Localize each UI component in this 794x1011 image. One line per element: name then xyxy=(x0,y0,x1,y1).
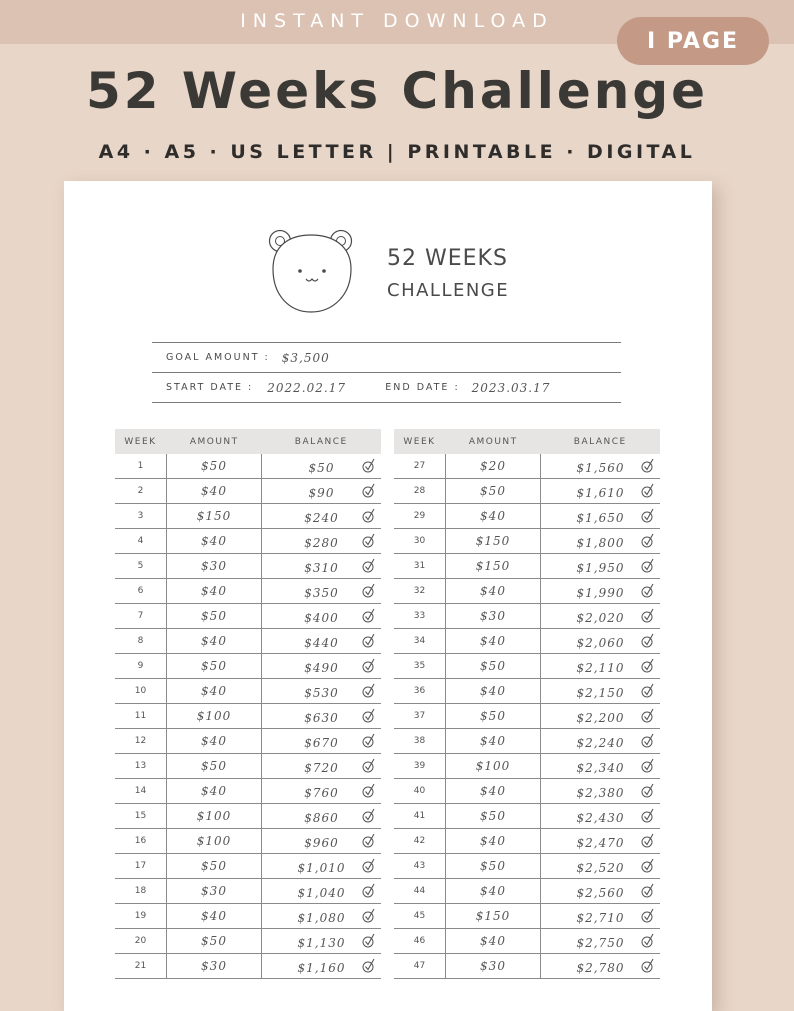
balance-value: $2,060 xyxy=(576,635,625,650)
week-number: 20 xyxy=(115,929,167,954)
week-number: 8 xyxy=(115,629,167,654)
amount-cell[interactable]: $30 xyxy=(167,954,262,979)
table-row xyxy=(115,854,381,879)
week-number: 16 xyxy=(115,829,167,854)
table-row xyxy=(115,654,381,679)
week-number: 29 xyxy=(394,504,446,529)
amount-cell[interactable]: $150 xyxy=(446,554,541,579)
amount-cell[interactable]: $40 xyxy=(167,679,262,704)
amount-cell[interactable]: $50 xyxy=(446,654,541,679)
balance-value: $670 xyxy=(304,735,339,750)
checkmark-icon[interactable] xyxy=(641,533,655,553)
balance-cell[interactable] xyxy=(262,729,382,754)
week-number: 15 xyxy=(115,804,167,829)
week-number: 19 xyxy=(115,904,167,929)
week-number: 39 xyxy=(394,754,446,779)
week-number: 4 xyxy=(115,529,167,554)
week-number: 5 xyxy=(115,554,167,579)
week-number: 2 xyxy=(115,479,167,504)
week-number: 17 xyxy=(115,854,167,879)
checkmark-icon[interactable] xyxy=(362,833,376,853)
amount-cell[interactable]: $50 xyxy=(167,754,262,779)
week-number: 14 xyxy=(115,779,167,804)
amount-cell[interactable]: $30 xyxy=(446,604,541,629)
balance-cell[interactable] xyxy=(262,779,382,804)
checkmark-icon[interactable] xyxy=(362,583,376,603)
table-row xyxy=(394,704,660,729)
checkmark-icon[interactable] xyxy=(641,658,655,678)
balance-value: $2,520 xyxy=(576,860,625,875)
checkmark-icon[interactable] xyxy=(641,908,655,928)
balance-cell[interactable] xyxy=(541,729,661,754)
checkmark-icon[interactable] xyxy=(362,883,376,903)
amount-cell[interactable]: $40 xyxy=(446,829,541,854)
checkmark-icon[interactable] xyxy=(641,458,655,478)
balance-value: $2,240 xyxy=(576,735,625,750)
amount-cell[interactable]: $40 xyxy=(446,679,541,704)
table-row xyxy=(394,879,660,904)
format-list: A4 · A5 · US LETTER | PRINTABLE · DIGITAL xyxy=(98,141,696,163)
week-number: 21 xyxy=(115,954,167,979)
balance-value: $2,430 xyxy=(576,810,625,825)
amount-cell[interactable]: $30 xyxy=(167,554,262,579)
checkmark-icon[interactable] xyxy=(641,783,655,803)
table-row xyxy=(115,504,381,529)
checkmark-icon[interactable] xyxy=(362,958,376,978)
amount-cell[interactable]: $40 xyxy=(446,779,541,804)
balance-value: $2,380 xyxy=(576,785,625,800)
table-row xyxy=(394,754,660,779)
checkmark-icon[interactable] xyxy=(641,683,655,703)
checkmark-icon[interactable] xyxy=(641,858,655,878)
checkmark-icon[interactable] xyxy=(641,933,655,953)
table-row xyxy=(394,779,660,804)
balance-cell[interactable] xyxy=(262,479,382,504)
week-number: 27 xyxy=(394,454,446,479)
checkmark-icon[interactable] xyxy=(641,758,655,778)
balance-cell[interactable] xyxy=(262,679,382,704)
amount-cell[interactable]: $50 xyxy=(446,804,541,829)
amount-cell[interactable]: $50 xyxy=(446,854,541,879)
week-number: 10 xyxy=(115,679,167,704)
balance-cell[interactable] xyxy=(262,654,382,679)
goal-row xyxy=(152,343,621,372)
table-row xyxy=(115,954,381,979)
balance-cell[interactable] xyxy=(541,754,661,779)
goal-value[interactable]: $3,500 xyxy=(281,350,330,365)
table-row xyxy=(115,554,381,579)
balance-cell[interactable] xyxy=(262,929,382,954)
amount-cell[interactable]: $40 xyxy=(167,904,262,929)
sheet-subtitle: CHALLENGE xyxy=(387,280,510,301)
balance-cell[interactable] xyxy=(262,879,382,904)
week-number: 3 xyxy=(115,504,167,529)
balance-value: $2,470 xyxy=(576,835,625,850)
checkmark-icon[interactable] xyxy=(362,533,376,553)
table-row xyxy=(394,954,660,979)
checkmark-icon[interactable] xyxy=(641,558,655,578)
table-row xyxy=(115,779,381,804)
week-number: 30 xyxy=(394,529,446,554)
amount-cell[interactable]: $40 xyxy=(167,779,262,804)
balance-cell[interactable] xyxy=(262,854,382,879)
amount-cell[interactable]: $50 xyxy=(446,479,541,504)
amount-cell[interactable]: $40 xyxy=(446,729,541,754)
table-row xyxy=(115,879,381,904)
week-number: 28 xyxy=(394,479,446,504)
table-row xyxy=(115,904,381,929)
balance-value: $630 xyxy=(304,710,339,725)
checkmark-icon[interactable] xyxy=(362,633,376,653)
week-number: 31 xyxy=(394,554,446,579)
week-number: 36 xyxy=(394,679,446,704)
balance-cell[interactable] xyxy=(262,454,382,479)
amount-cell[interactable]: $150 xyxy=(167,504,262,529)
balance-value: $280 xyxy=(304,535,339,550)
product-title: 52 Weeks Challenge xyxy=(85,62,709,120)
balance-cell[interactable] xyxy=(541,504,661,529)
balance-cell[interactable] xyxy=(541,454,661,479)
goal-label: GOAL AMOUNT : xyxy=(166,352,270,363)
table-row xyxy=(115,579,381,604)
amount-cell[interactable]: $40 xyxy=(446,929,541,954)
amount-cell[interactable]: $150 xyxy=(446,904,541,929)
balance-value: $310 xyxy=(304,560,339,575)
table-row xyxy=(394,604,660,629)
checkmark-icon[interactable] xyxy=(362,808,376,828)
week-number: 32 xyxy=(394,579,446,604)
balance-value: $240 xyxy=(304,510,339,525)
balance-value: $2,710 xyxy=(576,910,625,925)
week-number: 38 xyxy=(394,729,446,754)
checkmark-icon[interactable] xyxy=(362,508,376,528)
week-number: 37 xyxy=(394,704,446,729)
balance-cell[interactable] xyxy=(541,854,661,879)
balance-value: $1,800 xyxy=(576,535,625,550)
week-number: 34 xyxy=(394,629,446,654)
week-number: 46 xyxy=(394,929,446,954)
table-row xyxy=(394,629,660,654)
balance-cell[interactable] xyxy=(541,604,661,629)
amount-cell[interactable]: $30 xyxy=(446,954,541,979)
balance-cell[interactable] xyxy=(262,829,382,854)
divider xyxy=(152,402,621,403)
amount-cell[interactable]: $40 xyxy=(446,504,541,529)
table-row xyxy=(394,479,660,504)
checkmark-icon[interactable] xyxy=(641,633,655,653)
amount-cell[interactable]: $100 xyxy=(167,804,262,829)
balance-cell[interactable] xyxy=(262,579,382,604)
week-number: 13 xyxy=(115,754,167,779)
balance-value: $2,750 xyxy=(576,935,625,950)
balance-value: $1,610 xyxy=(576,485,625,500)
balance-cell[interactable] xyxy=(541,904,661,929)
week-number: 12 xyxy=(115,729,167,754)
table-row xyxy=(115,604,381,629)
week-number: 42 xyxy=(394,829,446,854)
balance-value: $2,340 xyxy=(576,760,625,775)
balance-value: $2,110 xyxy=(576,660,625,675)
table-row xyxy=(115,729,381,754)
checkmark-icon[interactable] xyxy=(641,708,655,728)
table-row xyxy=(115,704,381,729)
checkmark-icon[interactable] xyxy=(641,608,655,628)
balance-cell[interactable] xyxy=(262,554,382,579)
amount-cell[interactable]: $40 xyxy=(167,479,262,504)
balance-value: $2,020 xyxy=(576,610,625,625)
table-row xyxy=(115,829,381,854)
table-row xyxy=(394,454,660,479)
balance-cell[interactable] xyxy=(541,804,661,829)
balance-cell[interactable] xyxy=(541,779,661,804)
balance-cell[interactable] xyxy=(541,679,661,704)
balance-value: $860 xyxy=(304,810,339,825)
week-header: WEEK xyxy=(394,429,446,454)
balance-value: $490 xyxy=(304,660,339,675)
table-row xyxy=(394,654,660,679)
balance-value: $1,130 xyxy=(297,935,346,950)
table-row xyxy=(394,679,660,704)
checkmark-icon[interactable] xyxy=(641,733,655,753)
dates-row xyxy=(152,373,621,402)
table-row xyxy=(394,529,660,554)
page-count-badge: I PAGE xyxy=(617,17,769,65)
amount-cell[interactable]: $50 xyxy=(167,854,262,879)
table-row xyxy=(394,804,660,829)
amount-cell[interactable]: $40 xyxy=(446,879,541,904)
balance-cell[interactable] xyxy=(541,829,661,854)
sheet-title: 52 WEEKS xyxy=(387,246,508,271)
balance-header: BALANCE xyxy=(541,429,661,454)
balance-cell[interactable] xyxy=(262,504,382,529)
amount-cell[interactable]: $40 xyxy=(167,629,262,654)
start-date-label: START DATE : xyxy=(166,382,254,393)
balance-cell[interactable] xyxy=(262,754,382,779)
week-number: 1 xyxy=(115,454,167,479)
table-row xyxy=(115,529,381,554)
checkmark-icon[interactable] xyxy=(362,458,376,478)
amount-cell[interactable]: $50 xyxy=(167,604,262,629)
end-date-label: END DATE : xyxy=(385,382,460,393)
table-row xyxy=(115,479,381,504)
amount-cell[interactable]: $100 xyxy=(167,704,262,729)
checkmark-icon[interactable] xyxy=(641,583,655,603)
checkmark-icon[interactable] xyxy=(641,833,655,853)
balance-value: $1,950 xyxy=(576,560,625,575)
balance-cell[interactable] xyxy=(541,879,661,904)
balance-value: $90 xyxy=(308,485,335,500)
amount-cell[interactable]: $50 xyxy=(167,929,262,954)
checkmark-icon[interactable] xyxy=(362,733,376,753)
checkmark-icon[interactable] xyxy=(641,883,655,903)
checkmark-icon[interactable] xyxy=(641,958,655,978)
balance-cell[interactable] xyxy=(541,529,661,554)
balance-value: $1,990 xyxy=(576,585,625,600)
goal-info-box xyxy=(152,342,621,403)
checkmark-icon[interactable] xyxy=(362,858,376,878)
checkmark-icon[interactable] xyxy=(362,608,376,628)
balance-cell[interactable] xyxy=(262,804,382,829)
table-row xyxy=(394,904,660,929)
week-number: 33 xyxy=(394,604,446,629)
table-row xyxy=(115,754,381,779)
balance-value: $760 xyxy=(304,785,339,800)
amount-cell[interactable]: $150 xyxy=(446,529,541,554)
amount-cell[interactable]: $40 xyxy=(167,579,262,604)
week-number: 6 xyxy=(115,579,167,604)
balance-value: $1,040 xyxy=(297,885,346,900)
checkmark-icon[interactable] xyxy=(362,558,376,578)
balance-value: $1,010 xyxy=(297,860,346,875)
amount-cell[interactable]: $30 xyxy=(167,879,262,904)
table-row xyxy=(394,929,660,954)
week-number: 41 xyxy=(394,804,446,829)
amount-cell[interactable]: $50 xyxy=(167,654,262,679)
instant-download-label: INSTANT DOWNLOAD xyxy=(240,10,554,32)
balance-cell[interactable] xyxy=(262,604,382,629)
amount-cell[interactable]: $20 xyxy=(446,454,541,479)
balance-cell[interactable] xyxy=(541,929,661,954)
balance-cell[interactable] xyxy=(262,529,382,554)
balance-value: $2,780 xyxy=(576,960,625,975)
balance-value: $720 xyxy=(304,760,339,775)
week-number: 9 xyxy=(115,654,167,679)
amount-header: AMOUNT xyxy=(446,429,541,454)
balance-value: $2,560 xyxy=(576,885,625,900)
table-row xyxy=(394,829,660,854)
weeks-table-left xyxy=(115,429,381,979)
amount-cell[interactable]: $40 xyxy=(446,579,541,604)
balance-cell[interactable] xyxy=(541,579,661,604)
week-number: 35 xyxy=(394,654,446,679)
week-number: 40 xyxy=(394,779,446,804)
start-date-value[interactable]: 2022.02.17 xyxy=(267,380,346,395)
amount-cell[interactable]: $40 xyxy=(167,729,262,754)
amount-header: AMOUNT xyxy=(167,429,262,454)
balance-value: $1,560 xyxy=(576,460,625,475)
amount-cell[interactable]: $40 xyxy=(446,629,541,654)
table-row xyxy=(115,629,381,654)
table-row xyxy=(394,854,660,879)
table-row xyxy=(394,504,660,529)
balance-value: $440 xyxy=(304,635,339,650)
week-number: 11 xyxy=(115,704,167,729)
table-row xyxy=(115,454,381,479)
balance-cell[interactable] xyxy=(541,954,661,979)
table-row xyxy=(394,579,660,604)
week-number: 44 xyxy=(394,879,446,904)
checkmark-icon[interactable] xyxy=(641,808,655,828)
table-row xyxy=(115,679,381,704)
checkmark-icon[interactable] xyxy=(362,908,376,928)
bear-icon xyxy=(268,227,358,317)
balance-value: $1,650 xyxy=(576,510,625,525)
week-number: 45 xyxy=(394,904,446,929)
amount-cell[interactable]: $40 xyxy=(167,529,262,554)
week-number: 18 xyxy=(115,879,167,904)
balance-value: $350 xyxy=(304,585,339,600)
table-row xyxy=(115,929,381,954)
balance-value: $2,150 xyxy=(576,685,625,700)
balance-value: $400 xyxy=(304,610,339,625)
balance-value: $1,080 xyxy=(297,910,346,925)
checkmark-icon[interactable] xyxy=(362,758,376,778)
checkmark-icon[interactable] xyxy=(362,658,376,678)
balance-cell[interactable] xyxy=(262,904,382,929)
checkmark-icon[interactable] xyxy=(362,483,376,503)
balance-cell[interactable] xyxy=(541,654,661,679)
balance-cell[interactable] xyxy=(541,704,661,729)
balance-value: $2,200 xyxy=(576,710,625,725)
week-header: WEEK xyxy=(115,429,167,454)
amount-cell[interactable]: $100 xyxy=(446,754,541,779)
amount-cell[interactable]: $50 xyxy=(167,454,262,479)
balance-value: $1,160 xyxy=(297,960,346,975)
checkmark-icon[interactable] xyxy=(362,783,376,803)
checkmark-icon[interactable] xyxy=(641,508,655,528)
balance-value: $960 xyxy=(304,835,339,850)
balance-header: BALANCE xyxy=(262,429,382,454)
week-number: 47 xyxy=(394,954,446,979)
week-number: 43 xyxy=(394,854,446,879)
table-row xyxy=(394,729,660,754)
balance-cell[interactable] xyxy=(262,629,382,654)
week-number: 7 xyxy=(115,604,167,629)
checkmark-icon[interactable] xyxy=(362,683,376,703)
checkmark-icon[interactable] xyxy=(362,708,376,728)
amount-cell[interactable]: $100 xyxy=(167,829,262,854)
checkmark-icon[interactable] xyxy=(641,483,655,503)
weeks-table-right xyxy=(394,429,660,979)
end-date-value[interactable]: 2023.03.17 xyxy=(471,380,551,395)
balance-value: $530 xyxy=(304,685,339,700)
balance-cell[interactable] xyxy=(541,629,661,654)
amount-cell[interactable]: $50 xyxy=(446,704,541,729)
balance-cell[interactable] xyxy=(262,704,382,729)
planner-sheet xyxy=(64,181,712,1011)
table-row xyxy=(394,554,660,579)
balance-cell[interactable] xyxy=(541,479,661,504)
checkmark-icon[interactable] xyxy=(362,933,376,953)
table-row xyxy=(115,804,381,829)
balance-cell[interactable] xyxy=(541,554,661,579)
balance-value: $50 xyxy=(308,460,335,475)
balance-cell[interactable] xyxy=(262,954,382,979)
